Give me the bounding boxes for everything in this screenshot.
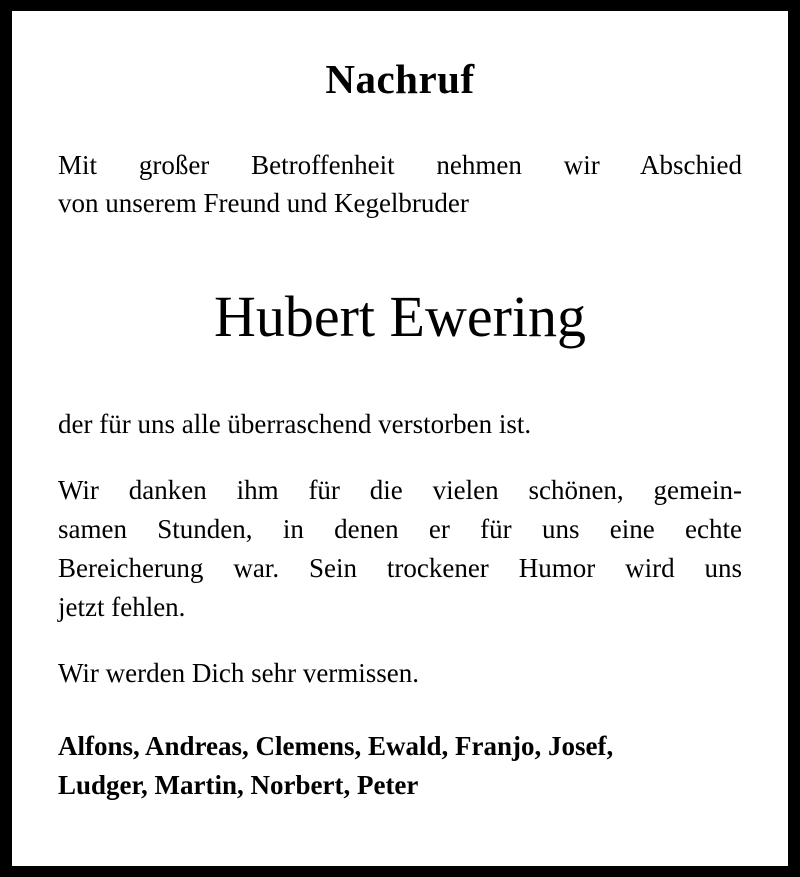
paragraph-thanks-line-1: Wir danken ihm für die vielen schönen, gemein-	[58, 474, 742, 505]
signers-line-1: Alfons, Andreas, Clemens, Ewald, Franjo, Josef,	[58, 731, 614, 762]
paragraph-thanks	[58, 471, 742, 628]
intro-line-2: von unserem Freund und Kegelbruder	[58, 188, 469, 219]
deceased-name: Hubert Ewering	[213, 283, 587, 349]
obituary-card	[12, 11, 788, 866]
paragraph-thanks-line-2: samen Stunden, in denen er für uns eine echte	[58, 513, 742, 544]
page-title: Nachruf	[325, 56, 475, 102]
paragraph-thanks-line-3: Bereicherung war. Sein trockener Humor wird uns	[58, 552, 742, 583]
paragraph-miss: Wir werden Dich sehr vermissen.	[58, 658, 420, 689]
paragraph-died: der für uns alle überraschend verstorben ist.	[58, 408, 532, 439]
signers-line-2: Ludger, Martin, Norbert, Peter	[58, 769, 419, 800]
intro-line-1: Mit großer Betroffenheit nehmen wir Abschied	[58, 150, 742, 181]
intro-text	[58, 146, 742, 223]
signers-list	[58, 727, 742, 804]
paragraph-thanks-line-4: jetzt fehlen.	[58, 592, 186, 623]
